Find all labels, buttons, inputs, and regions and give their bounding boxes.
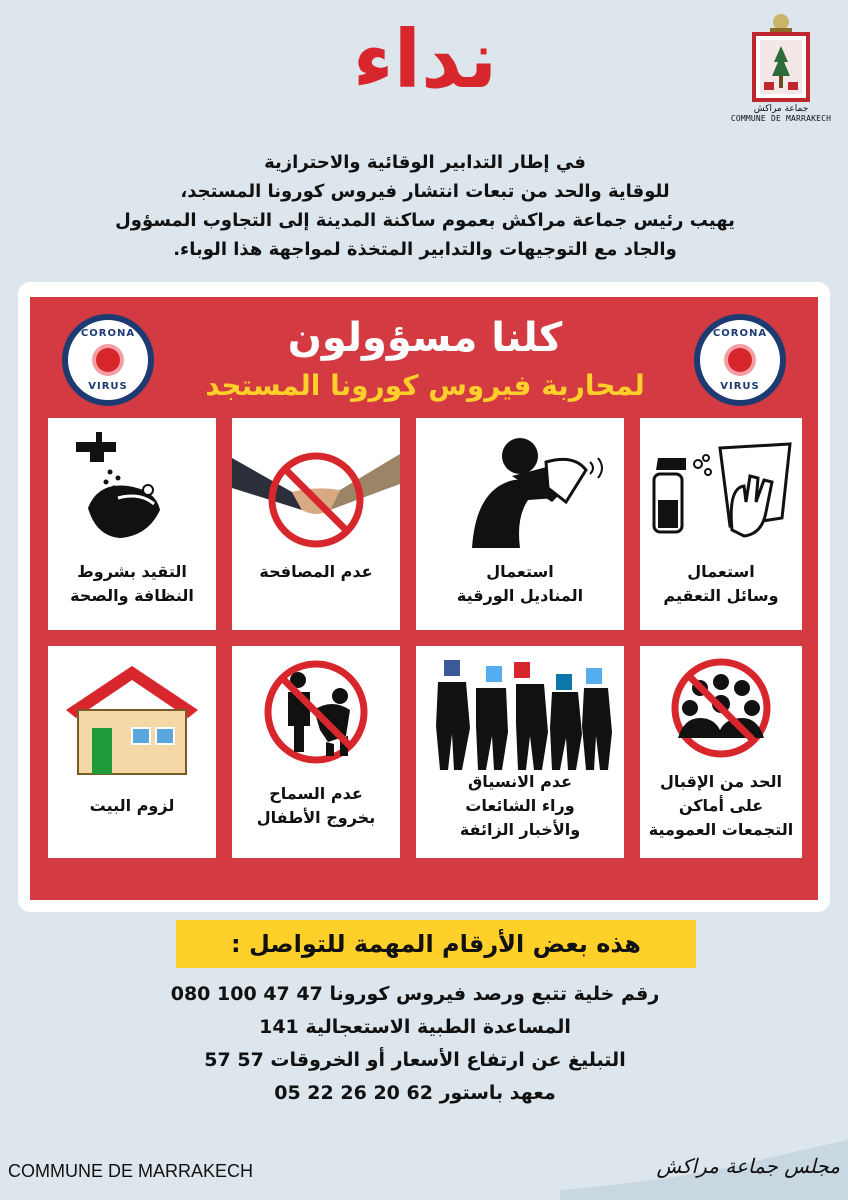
no-handshake-icon	[232, 418, 400, 558]
disinfectant-spray-icon	[640, 418, 802, 558]
item-label: النظافة والصحة	[70, 586, 194, 605]
virus-icon	[96, 348, 120, 372]
item-gatherings	[640, 646, 802, 858]
item-label: عدم الانسياق	[468, 772, 572, 791]
house-icon	[48, 646, 216, 786]
item-disinfect	[640, 418, 802, 630]
handwashing-icon	[48, 418, 216, 558]
panel-subtitle: لمحاربة فيروس كورونا المستجد	[205, 369, 645, 402]
badge-top-text: CORONA	[80, 328, 136, 339]
item-kids	[232, 646, 400, 858]
item-label: التقيد بشروط	[77, 562, 187, 581]
logo-name-ar: جماعة مراكش	[753, 104, 809, 114]
item-hygiene	[48, 418, 216, 630]
footer-commune-ar: مجلس جماعة مراكش	[656, 1154, 840, 1178]
contact-numbers-list	[90, 978, 740, 1110]
intro-text	[30, 148, 820, 264]
panel-title: كلنا مسؤولون	[287, 315, 563, 361]
item-label: الحد من الإقبال	[659, 772, 782, 791]
item-rumors	[416, 646, 624, 858]
social-media-crowd-icon	[416, 646, 624, 786]
item-label: بخروج الأطفال	[256, 808, 376, 827]
item-label: والأخبار الزائفة	[459, 820, 581, 839]
item-label: وراء الشائعات	[465, 796, 575, 815]
item-label: عدم السماح	[269, 784, 363, 803]
item-label: التجمعات العمومية	[648, 820, 794, 839]
item-label: استعمال	[486, 562, 554, 581]
item-label: المناديل الورقية	[456, 586, 584, 605]
contact-number-line: معهد باستور 62 20 26 22 05	[274, 1082, 556, 1104]
item-label: لزوم البيت	[89, 796, 175, 815]
item-home	[48, 646, 216, 858]
council-logo	[726, 12, 836, 142]
intro-line: يهيب رئيس جماعة مراكش بعموم ساكنة المدينة إلى التجاوب المسؤول	[115, 210, 735, 231]
page-title: نداء	[352, 13, 498, 106]
no-gathering-icon	[640, 646, 802, 786]
item-label: عدم المصافحة	[259, 562, 373, 581]
contact-numbers-heading: هذه بعض الأرقام المهمة للتواصل :	[176, 920, 696, 968]
contact-number-line: رقم خلية تتبع ورصد فيروس كورونا 47 47 100 080	[170, 983, 660, 1005]
badge-bottom-text: VIRUS	[720, 381, 760, 392]
no-children-out-icon	[232, 646, 400, 786]
item-label: على أماكن	[678, 796, 764, 815]
item-tissues	[416, 418, 624, 630]
coat-of-arms-icon	[750, 12, 812, 102]
badge-bottom-text: VIRUS	[88, 381, 128, 392]
intro-line: والجاد مع التوجيهات والتدابير المتخذة لمواجهة هذا الوباء.	[173, 239, 677, 260]
logo-name-fr: COMMUNE DE MARRAKECH	[730, 114, 832, 123]
virus-icon	[728, 348, 752, 372]
item-label: وسائل التعقيم	[663, 586, 779, 605]
contact-number-line: التبليغ عن ارتفاع الأسعار أو الخروقات 57 57	[204, 1049, 626, 1071]
contact-number-line: المساعدة الطبية الاستعجالية 141	[259, 1016, 571, 1038]
item-handshake	[232, 418, 400, 630]
badge-top-text: CORONA	[712, 328, 768, 339]
footer-commune-fr: COMMUNE DE MARRAKECH	[8, 1161, 254, 1181]
corona-badge-left	[62, 314, 154, 406]
intro-line: في إطار التدابير الوقائية والاحترازية	[264, 152, 586, 173]
corona-badge-right	[694, 314, 786, 406]
item-label: استعمال	[687, 562, 755, 581]
sneeze-tissue-icon	[416, 418, 624, 558]
intro-line: للوقاية والحد من تبعات انتشار فيروس كورونا المستجد،	[180, 181, 670, 202]
